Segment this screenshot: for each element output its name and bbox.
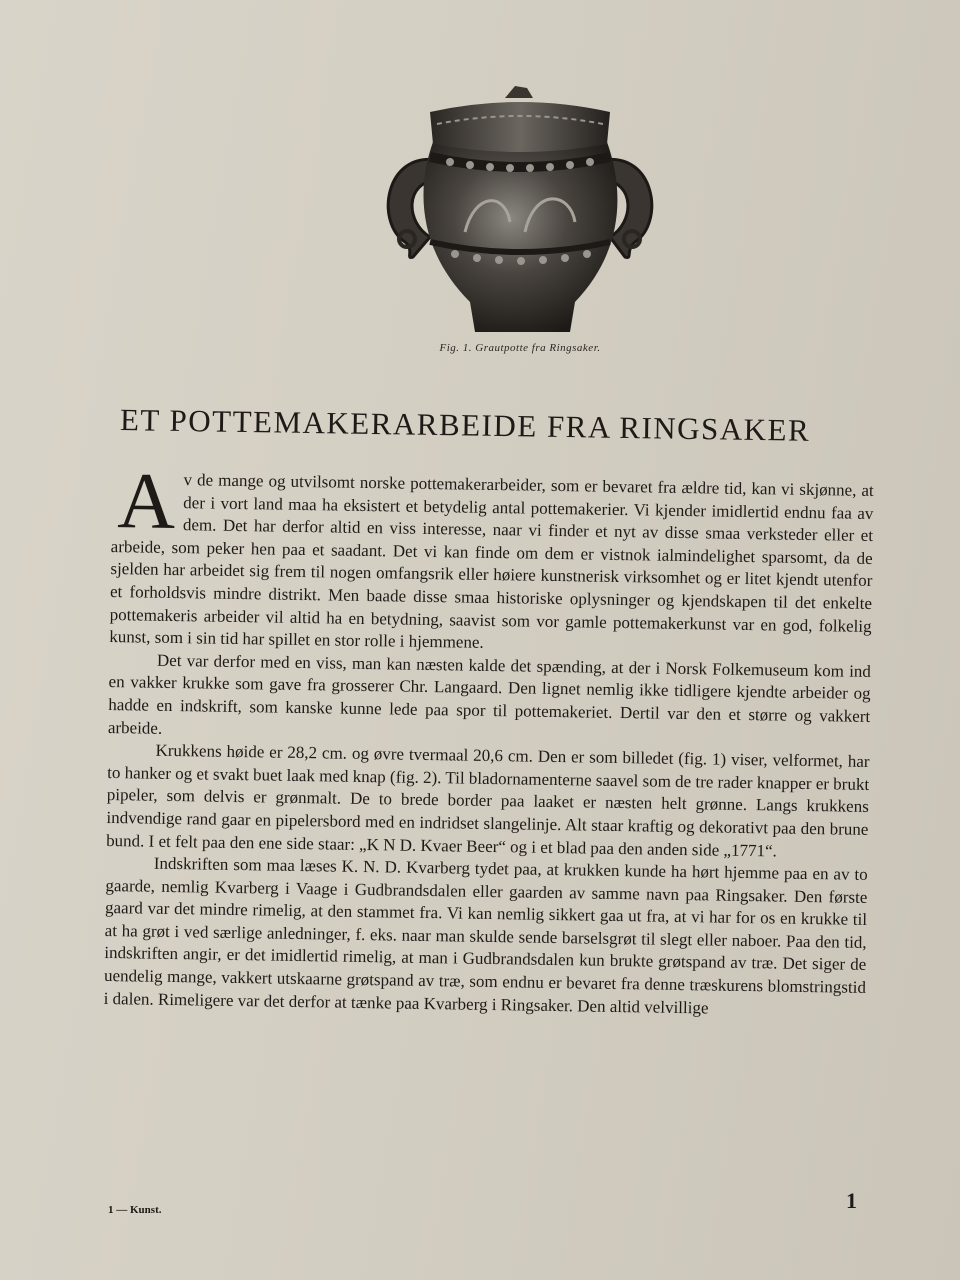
paragraph-3: Krukkens høide er 28,2 cm. og øvre tvermaal 20,6 cm. Den er som billedet (fig. 1) viser, velformet, har to hanker og et svakt buet laak med knap (fig. 2). Til bladornamenterne saavel som de tre rader knapper er brukt pipeler, som delvis er grønmalt. De to brede border paa laaket er næsten helt grønne. Langs krukkens indvendige rand gaar en pipelersbord med en indridset slangelinje. Alt staar kraftig og dekorativt paa den brune bund. I et felt paa den ene side staar: „K N D. Kvaer Beer“ og i et blad paa den anden side „1771“. [106,740,870,860]
drop-cap: A [116,457,176,546]
paragraph-1: v de mange og utvilsomt norske pottemakerarbeider, som er bevaret fra ældre tid, kan vi skjønne, at der i vort land maa ha eksistert et betydelig antal pottemakerier. Vi kjender imidlertid endnu faa av dem. Det har derfor altid en viss interesse, naar vi finder et nyt av disse smaa verksteder eller et arbeide, som peker hen paa et saadant. Det vi kan finde om dem er vistnok ialmindelighet sparsomt, da de sjelden har arbeidet sig frem til nogen omfangsrik eller høiere kunstnerisk virksomhet og er litet kjendt utenfor et forholdsvis mindre distrikt. Men baade disse smaa historiske oplysninger og kjendskapen til det enkelte pottemakeris arbeider vil altid ha en betydning, saavist som vor gamle pottemakerkunst var en god, folkelig kunst, som i sin tid har spillet en stor rolle i hjemmene. [109,470,874,653]
pot-lid [430,102,610,152]
article-body [103,457,874,1022]
page-number: 1 [846,1188,857,1213]
figure-pot-image [375,82,665,340]
lid-knob [505,86,533,98]
article-title: ET POTTEMAKERARBEIDE FRA RINGSAKER [119,402,811,448]
paragraph-2: Det var derfor med en viss, man kan næsten kalde det spænding, at der i Norsk Folkemuseum kom ind en vakker krukke som gave fra grosserer Chr. Langaard. Den lignet nemlig ikke tidligere kjendte arbeider og hadde en indskrift, som kanske kunne lede paa spor til pottemakeriet. Dertil var den et større og vakkert arbeide. [107,650,872,738]
pot-illustration [375,82,665,340]
figure-caption: Fig. 1. Grautpotte fra Ringsaker. [439,342,601,354]
footer-signature: 1 — Kunst. [108,1204,162,1216]
paragraph-4: Indskriften som maa læses K. N. D. Kvarberg tydet paa, at krukken kunde ha hørt hjemme paa en av to gaarde, nemlig Kvarberg i Vaage i Gudbrandsdalen eller gaarden av samme navn paa Ringsaker. Den første gaard var det mindre rimelig, at den stammet fra. Vi kan nemlig sikkert gaa ut fra, at vi har for os en krukke til at ha grøt i ved særlige anledninger, f. eks. naar man skulde sende barselsgrøt til slegt eller naboer. Paa den tid, indskriften angir, er det imidlertid rimelig, at man i Gudbrandsdalen kun brukte grøtspand av træ. Det siger de uendelig mange, vakkert utskaarne grøtspand av træ, som endnu er bevaret fra denne træskurens blomstringstid i dalen. Rimeligere var det derfor at tænke paa Kvarberg i Ringsaker. Den altid velvillige [103,853,868,1018]
